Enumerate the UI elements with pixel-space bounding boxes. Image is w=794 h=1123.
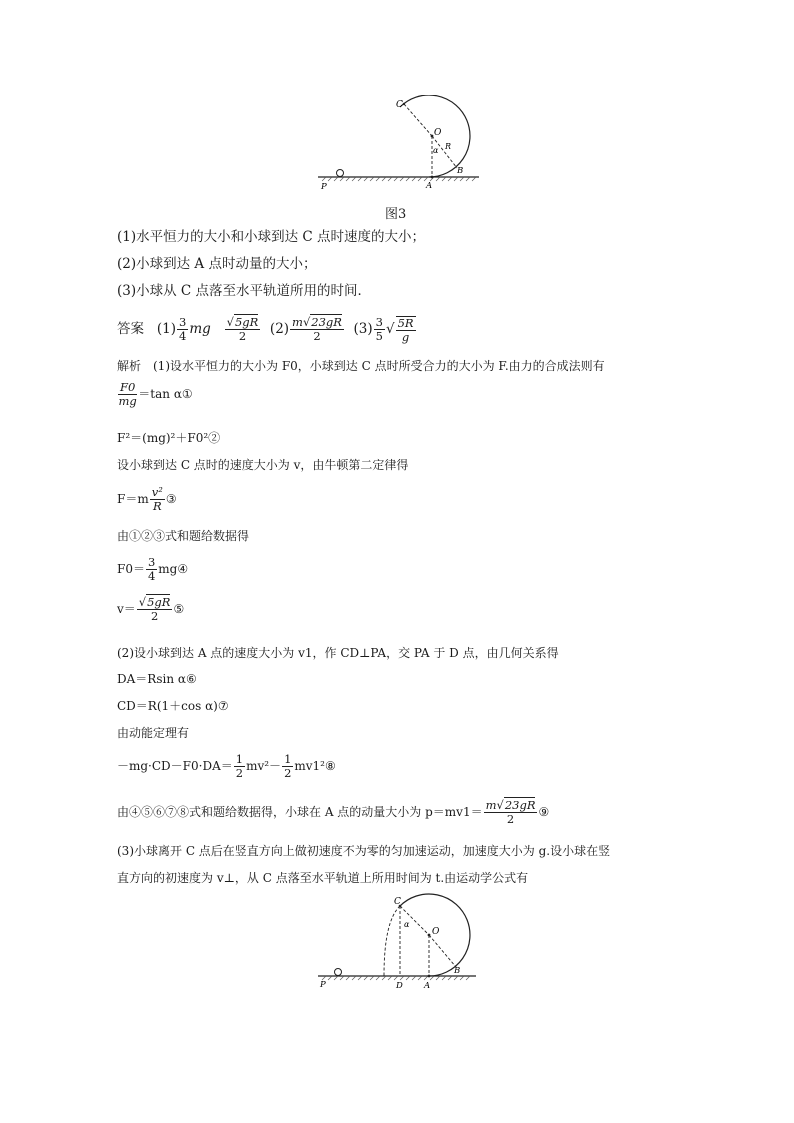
- label-o: O: [434, 128, 442, 138]
- text-part-3a: (3)小球离开 C 点后在竖直方向上做初速度不为零的匀加速运动，加速度大小为 g.设小球在竖: [117, 844, 611, 858]
- text-part-3b: 直方向的初速度为 v⊥，从 C 点落至水平轨道上所用时间为 t.由运动学公式有: [117, 871, 529, 885]
- point-a-2: [428, 975, 431, 978]
- label-b: B: [457, 166, 464, 176]
- question-1: (1)水平恒力的大小和小球到达 C 点时速度的大小；: [117, 229, 426, 245]
- answer-frac-3-5: $\frac{3}{5}$: [375, 315, 383, 343]
- point-a: [431, 176, 434, 179]
- label-p: P: [321, 182, 327, 192]
- solution-intro: 解析 (1)设水平恒力的大小为 F0，小球到达 C 点时所受合力的大小为 F.由力的合成法则有: [117, 359, 605, 373]
- answer-velocity: √ $\frac{5gR}{2}$: [225, 316, 261, 343]
- eq-6: DA＝Rsin α⑥: [117, 672, 197, 686]
- label-alpha-2: α: [404, 920, 410, 929]
- trajectory-curve: [384, 906, 400, 976]
- label-alpha: α: [433, 146, 439, 155]
- label-c-2: C: [394, 897, 401, 907]
- eq-5: v＝ √ $\frac{5gR}{2}$ ⑤: [117, 595, 184, 623]
- question-3: (3)小球从 C 点落至水平轨道所用的时间．: [117, 283, 372, 299]
- center-o: [431, 135, 434, 138]
- center-o-2: [428, 934, 431, 937]
- figure-caption: 图3: [385, 207, 407, 222]
- eq-1: $\frac{F0}{mg}$ ＝tan α①: [118, 380, 193, 408]
- answer-part-3: (3): [353, 321, 373, 337]
- question-2: (2)小球到达 A 点时动量的大小；: [117, 256, 317, 272]
- text-part-2: (2)设小球到达 A 点的速度大小为 v1，作 CD⊥PA，交 PA 于 D 点，由几何关系得: [117, 646, 559, 660]
- eq-7: CD＝R(1＋cos α)⑦: [117, 699, 229, 713]
- radius-ob-2: [429, 935, 456, 967]
- text-velocity: 设小球到达 C 点时的速度大小为 v，由牛顿第二定律得: [117, 458, 409, 472]
- eq-2: F²＝(mg)²＋F0²②: [117, 431, 221, 445]
- figure-3-diagram: [316, 95, 481, 193]
- answer-root-frac: $\frac{5R}{g}$: [397, 315, 414, 344]
- eq-8: －mg·CD－F0·DA＝ $\frac{1}{2}$ mv²－ $\frac{1}{2}$ mv1²⑧: [117, 752, 336, 780]
- label-r: R: [445, 142, 452, 151]
- answer-part-2: (2): [269, 321, 290, 337]
- ground-hatch: [322, 177, 476, 181]
- eq-3: F＝m $\frac{\text{v²}}{R}$ ③: [117, 485, 177, 513]
- radius-oc: [404, 104, 432, 136]
- label-a: A: [426, 181, 433, 191]
- label-o-2: O: [432, 927, 440, 937]
- ball-2: [335, 969, 342, 976]
- answer-momentum: $\frac{m√ 23gR}{2}$: [290, 316, 344, 343]
- answer-part-1: (1): [156, 321, 176, 337]
- answer-line: [117, 314, 417, 344]
- point-c: [403, 103, 405, 105]
- eq-4: F0＝ $\frac{3}{4}$ mg④: [117, 555, 189, 583]
- label-p-2: P: [320, 980, 326, 990]
- answer-label: 答案: [117, 321, 144, 337]
- label-a-2: A: [424, 981, 431, 991]
- answer-mg: mg: [189, 321, 211, 337]
- text-energy: 由动能定理有: [117, 726, 190, 740]
- label-d-2: D: [396, 981, 403, 991]
- label-b-2: B: [454, 966, 461, 976]
- figure-2-diagram: [316, 893, 481, 993]
- text-data-1: 由①②③式和题给数据得: [117, 529, 250, 543]
- text-momentum: 由④⑤⑥⑦⑧式和题给数据得，小球在 A 点的动量大小为 p＝mv1＝ $\frac{m√ 23gR}{2}$ ⑨: [117, 798, 549, 826]
- answer-frac-3-4: $\frac{3}{4}$: [179, 315, 187, 343]
- ball: [337, 170, 344, 177]
- label-c: C: [396, 100, 403, 110]
